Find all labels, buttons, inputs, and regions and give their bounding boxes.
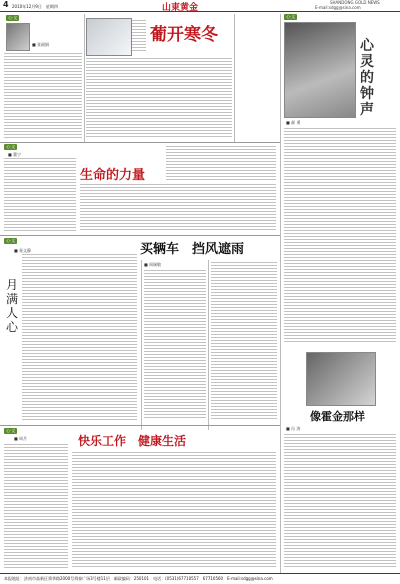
article-title: 像霍金那样	[310, 410, 365, 423]
article-title: 买辆车 挡风遮雨	[140, 242, 245, 257]
body-text	[132, 20, 146, 52]
section-divider	[0, 235, 280, 236]
snow-photo	[86, 18, 132, 56]
body-text	[211, 262, 277, 420]
author: ■ 周瑞敏	[144, 262, 162, 267]
column-rule	[208, 260, 209, 430]
article-title: 生命的力量	[80, 168, 146, 183]
author: ■ 董宁	[8, 152, 22, 157]
footer-text: 本报地址：济南市高新区舜华路2000号舜泰广场3号楼11层 邮政编码：250101 电话：(0531)67710557 67710560 E-mail:sdgg@sina.com	[4, 576, 273, 581]
masthead: 山東黄金	[162, 3, 199, 13]
email: E-mail:sdgg@sina.com	[315, 5, 361, 10]
column-rule	[234, 14, 235, 142]
section-tag: 心·文	[8, 15, 18, 20]
section-tag: 心·文	[286, 14, 296, 19]
page-header	[0, 0, 400, 12]
body-text	[4, 53, 82, 139]
body-text	[22, 254, 137, 422]
article-bell	[282, 14, 398, 344]
date-line: 2010年12月9日 星期四	[12, 4, 58, 9]
article-title: 葡开寒冬	[150, 25, 218, 45]
column-rule	[84, 14, 85, 142]
hawking-photo	[306, 352, 376, 406]
portrait-photo	[6, 23, 30, 51]
article-title: 心灵的钟声	[360, 38, 374, 118]
body-text	[4, 158, 76, 232]
body-text	[144, 270, 206, 420]
section-tag: 心·文	[6, 144, 16, 149]
section-divider	[0, 425, 280, 426]
section-divider	[0, 142, 280, 143]
body-text	[86, 58, 232, 138]
column-rule	[141, 260, 142, 430]
page-number: 4	[3, 0, 9, 9]
body-text	[284, 434, 396, 568]
author: ■ 张丽娟	[32, 42, 50, 47]
section-tag: 心·文	[6, 428, 16, 433]
body-text	[4, 444, 68, 568]
article-moon	[2, 238, 139, 424]
author: ■ 周月	[14, 436, 28, 441]
body-text	[166, 146, 276, 182]
body-text	[72, 452, 276, 568]
article-winter	[86, 14, 232, 140]
person-photo	[284, 22, 356, 118]
author: ■ 郝 勇	[286, 120, 301, 125]
article-title: 月满人心	[6, 278, 19, 334]
english-name: SHANDONG GOLD NEWS	[330, 0, 380, 5]
article-star	[282, 346, 398, 570]
author: ■ 胥文静	[14, 248, 32, 253]
column-rule	[280, 14, 281, 574]
article-title: 快乐工作 健康生活	[78, 434, 187, 448]
author: ■ 冯 涛	[286, 426, 301, 431]
article-happy	[2, 428, 278, 570]
article-top-left	[2, 15, 82, 140]
body-text	[80, 184, 276, 232]
body-text	[284, 128, 396, 342]
article-life	[2, 144, 280, 234]
page-footer	[0, 573, 400, 584]
section-tag: 心·文	[6, 238, 16, 243]
